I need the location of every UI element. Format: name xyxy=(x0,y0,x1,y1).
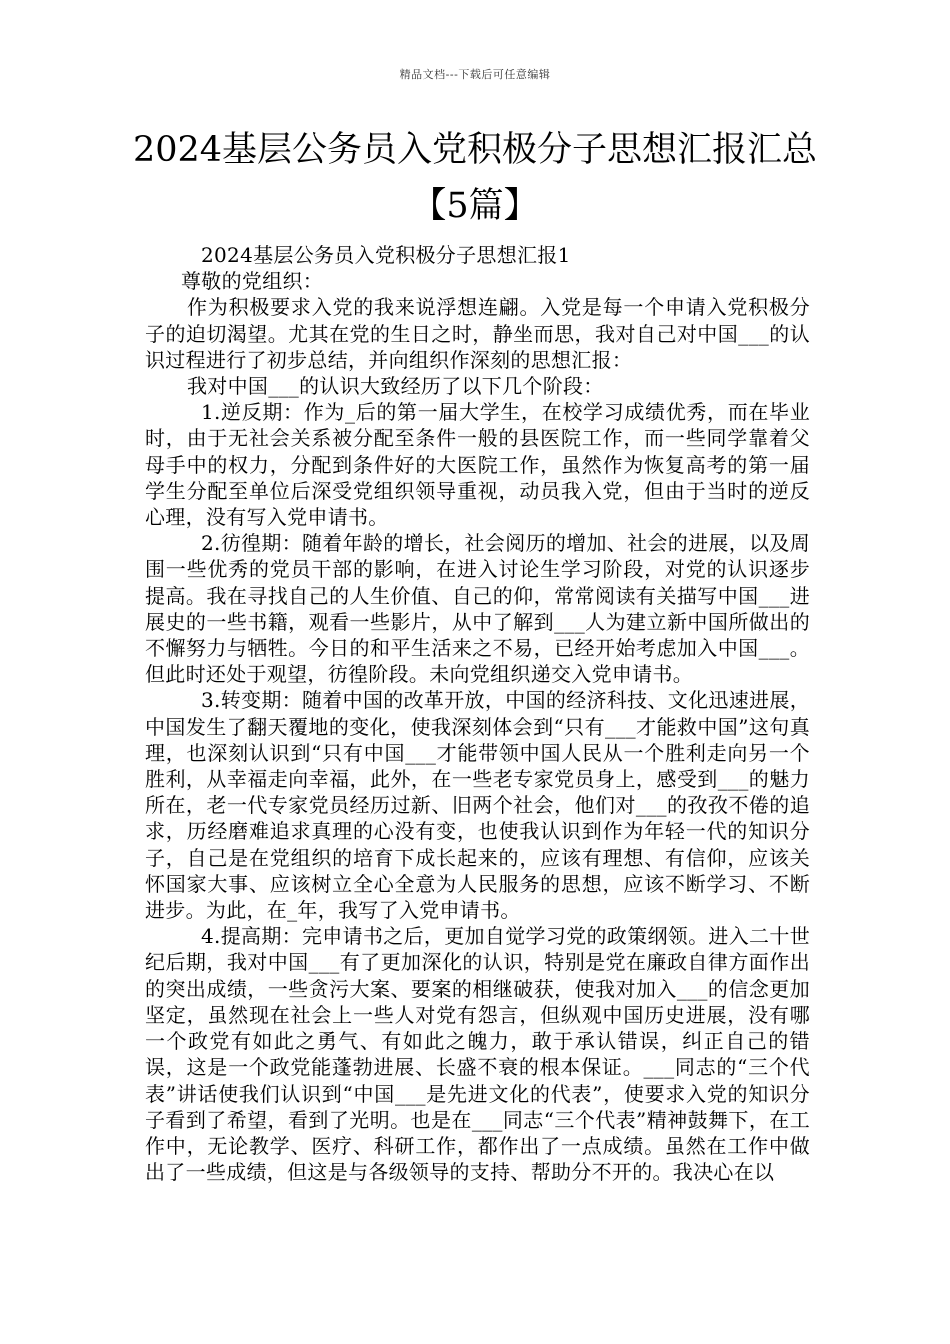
paragraph-stage-1: 1.逆反期：作为_后的第一届大学生，在校学习成绩优秀，而在毕业时，由于无社会关系被分配至条件一般的县医院工作，而一些同学靠着父母手中的权力，分配到条件好的大医院工作，虽然作为恢复高考的第一届学生分配至单位后深受党组织领导重视，动员我入党，但由于当时的逆反心理，没有写入党申请书。 xyxy=(145,400,810,530)
salutation: 尊敬的党组织： xyxy=(181,269,324,294)
header-note: 精品文档---下载后可任意编辑 xyxy=(399,68,551,81)
document-body xyxy=(145,242,810,1185)
paragraph-intro: 作为积极要求入党的我来说浮想连翩。入党是每一个申请入党积极分子的迫切渴望。尤其在党的生日之时，静坐而思，我对自己对中国___的认识过程进行了初步总结，并向组织作深刻的思想汇报： xyxy=(145,295,810,372)
paragraph-stages-intro: 我对中国___的认识大致经历了以下几个阶段： xyxy=(187,374,604,399)
page-title: 2024基层公务员入党积极分子思想汇报汇总【5篇】 xyxy=(132,130,818,226)
paragraph-stage-3: 3.转变期：随着中国的改革开放，中国的经济科技、文化迅速进展，中国发生了翻天覆地的变化，使我深刻体会到“只有___才能救中国”这句真理，也深刻认识到“只有中国___才能带领中国人民从一个胜利走向另一个胜利，从幸福走向幸福，此外，在一些老专家党员身上，感受到___的魅力所在，老一代专家党员经历过新、旧两个社会，他们对___的孜孜不倦的追求，历经磨难追求真理的心没有变，也使我认识到作为年轻一代的知识分子，自己是在党组织的培育下成长起来的，应该有理想、有信仰，应该关怀国家大事、应该树立全心全意为人民服务的思想，应该不断学习、不断进步。为此，在_年，我写了入党申请书。 xyxy=(145,688,810,923)
paragraph-stage-4: 4.提高期：完申请书之后，更加自觉学习党的政策纲领。进入二十世纪后期，我对中国___有了更加深化的认识，特别是党在廉政自律方面作出的突出成绩，一些贪污大案、要案的相继破获，使我对加入___的信念更加坚定，虽然现在社会上一些人对党有怨言，但纵观中国历史进展，没有哪一个政党有如此之勇气、有如此之魄力，敢于承认错误，纠正自己的错误，这是一个政党能蓬勃进展、长盛不衰的根本保证。___同志的“三个代表”讲话使我们认识到“中国___是先进文化的代表”，使要求入党的知识分子看到了希望，看到了光明。也是在___同志“三个代表”精神鼓舞下，在工作中，无论教学、医疗、科研工作，都作出了一点成绩。虽然在工作中做出了一些成绩，但这是与各级领导的支持、帮助分不开的。我决心在以 xyxy=(145,924,810,1185)
document-subtitle: 2024基层公务员入党积极分子思想汇报1 xyxy=(201,243,571,267)
paragraph-stage-2: 2.彷徨期：随着年龄的增长，社会阅历的增加、社会的进展，以及周围一些优秀的党员干部的影响，在进入讨论生学习阶段，对党的认识逐步提高。我在寻找自己的人生价值、自己的仰，常常阅读有关描写中国___进展史的一些书籍，观看一些影片，从中了解到___人为建立新中国所做出的不懈努力与牺牲。今日的和平生活来之不易，已经开始考虑加入中国___。但此时还处于观望，彷徨阶段。未向党组织递交入党申请书。 xyxy=(145,531,810,687)
